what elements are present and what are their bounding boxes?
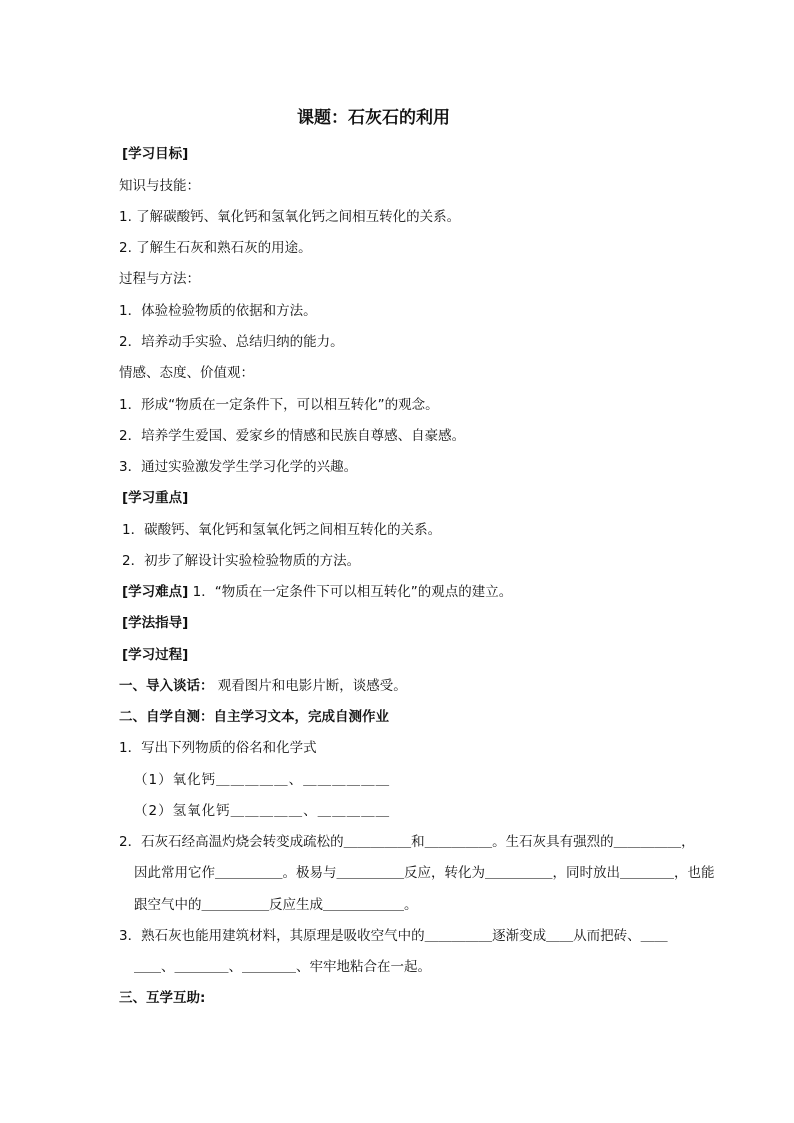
objective-item: 1. 了解碳酸钙、氧化钙和氢氧化钙之间相互转化的关系。 (119, 209, 461, 225)
key-point-item: 1．碳酸钙、氧化钙和氢氧化钙之间相互转化的关系。 (122, 522, 442, 538)
section-heading-objectives: [学习目标] (122, 146, 189, 162)
objective-item: 2. 了解生石灰和熟石灰的用途。 (119, 240, 312, 256)
objective-item: 1．体验检验物质的依据和方法。 (119, 303, 317, 319)
section-heading-key-points: [学习重点] (122, 490, 189, 506)
exercise-question-continued: 因此常用它作＿＿＿＿＿。极易与＿＿＿＿＿反应，转化为＿＿＿＿＿，同时放出＿＿＿＿，也能 (134, 865, 715, 881)
page-title: 课题：石灰石的利用 (297, 108, 450, 128)
objective-item: 1．形成“物质在一定条件下，可以相互转化”的观念。 (119, 397, 439, 413)
exercise-fill-blank: （2）氢氧化钙＿＿＿＿＿、＿＿＿＿＿ (134, 803, 391, 819)
exercise-question-continued: ＿＿、＿＿＿＿、＿＿＿＿、牢牢地粘合在一起。 (134, 959, 431, 975)
exercise-question: 3．熟石灰也能用建筑材料，其原理是吸收空气中的＿＿＿＿＿逐渐变成＿＿从而把砖、＿＿ (119, 928, 668, 944)
exercise-question: 1．写出下列物质的俗名和化学式 (119, 740, 317, 756)
key-point-item: 2．初步了解设计实验检验物质的方法。 (122, 553, 361, 569)
exercise-question: 2．石灰石经高温灼烧会转变成疏松的＿＿＿＿＿和＿＿＿＿＿。生石灰具有强烈的＿＿＿＿＿， (119, 834, 695, 850)
exercise-question-continued: 跟空气中的＿＿＿＿＿反应生成＿＿＿＿＿＿。 (134, 897, 418, 913)
subheading-attitudes-values: 情感、态度、价值观： (119, 365, 254, 381)
difficulty-text: 1．“物质在一定条件下可以相互转化”的观点的建立。 (188, 584, 513, 600)
self-study-heading: 二、自学自测：自主学习文本，完成自测作业 (119, 709, 389, 725)
difficulty-line (122, 583, 512, 601)
intro-talk-line (119, 677, 407, 695)
objective-item: 2．培养学生爱国、爱家乡的情感和民族自尊感、自豪感。 (119, 428, 466, 444)
exercise-fill-blank: （1）氧化钙＿＿＿＿＿、＿＿＿＿＿＿ (134, 772, 391, 788)
intro-talk-text: 观看图片和电影片断，谈感受。 (213, 678, 407, 694)
intro-talk-heading: 一、导入谈话： (119, 678, 214, 694)
subheading-knowledge-skills: 知识与技能： (119, 178, 200, 194)
section-heading-method-guidance: [学法指导] (122, 615, 189, 631)
section-heading-learning-process: [学习过程] (122, 647, 189, 663)
objective-item: 3．通过实验激发学生学习化学的兴趣。 (119, 459, 358, 475)
objective-item: 2．培养动手实验、总结归纳的能力。 (119, 334, 344, 350)
subheading-process-methods: 过程与方法： (119, 271, 200, 287)
mutual-help-heading: 三、互学互助: (119, 990, 206, 1006)
section-heading-difficulty: [学习难点] (122, 584, 189, 600)
